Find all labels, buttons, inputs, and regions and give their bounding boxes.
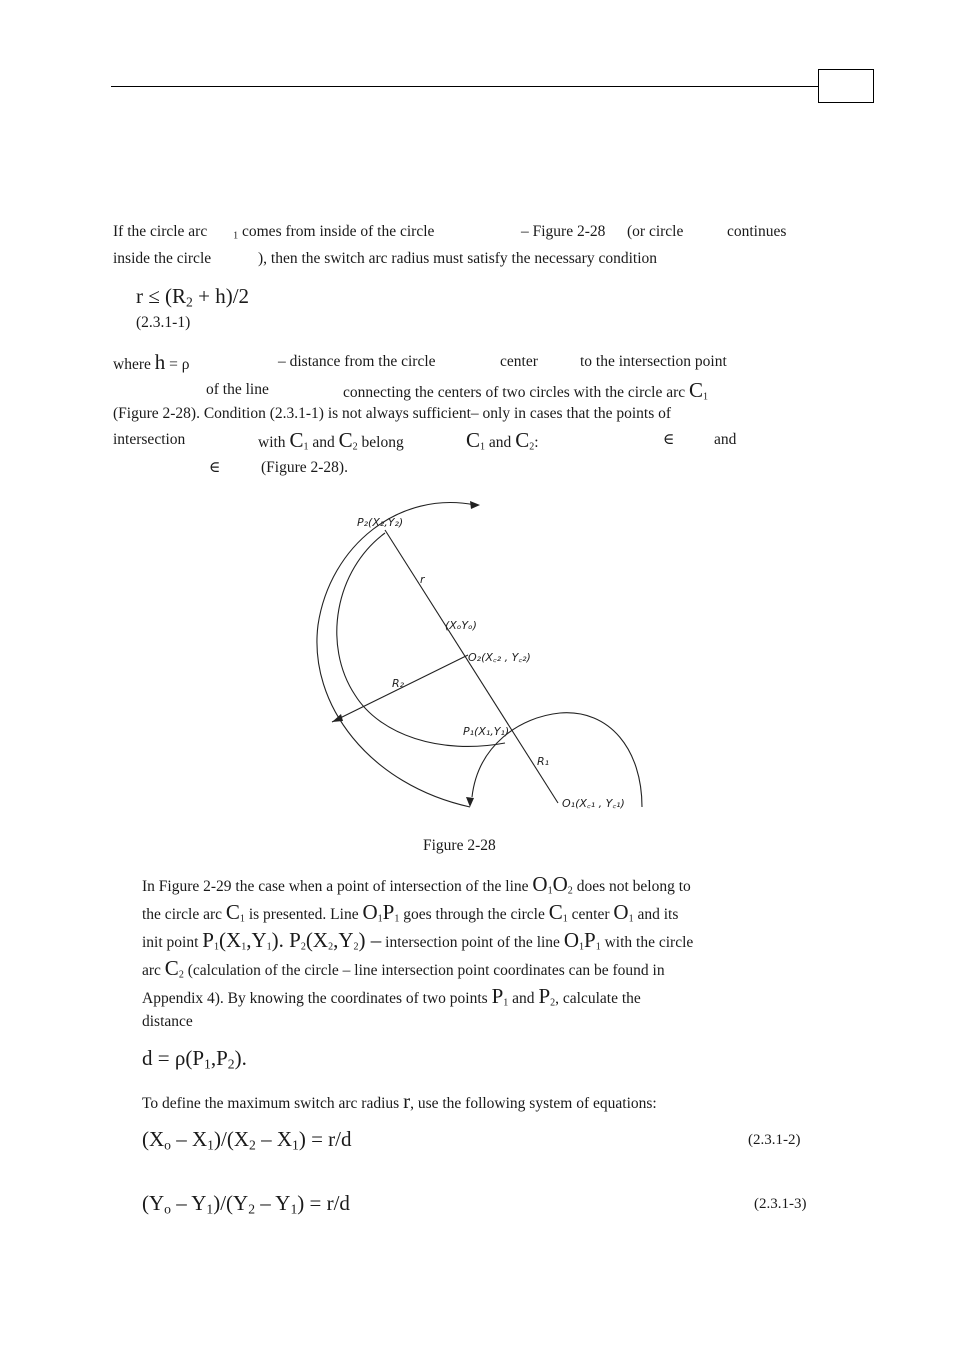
equation-2-3-1-3 bbox=[142, 1191, 350, 1216]
label-r1: R₁ bbox=[537, 755, 550, 768]
text: 1 bbox=[206, 1201, 214, 1217]
text: O bbox=[532, 872, 548, 896]
text: 1 bbox=[547, 885, 553, 897]
text: C bbox=[466, 428, 481, 452]
paragraph-3-line-2 bbox=[142, 902, 678, 925]
text: 2 bbox=[328, 941, 334, 953]
text: )/(X bbox=[214, 1127, 249, 1151]
label-o2: O₂(X꜀₂ , Y꜀₂) bbox=[468, 651, 531, 664]
text: belong bbox=[361, 434, 404, 451]
text: 1 bbox=[578, 941, 585, 953]
text: + h)/2 bbox=[192, 284, 250, 308]
text: (X bbox=[142, 1127, 165, 1151]
paragraph-2-line-2 bbox=[343, 380, 708, 403]
paragraph-3-line-5 bbox=[142, 986, 641, 1009]
text: To define the maximum switch arc radius bbox=[142, 1095, 400, 1112]
text: center bbox=[500, 353, 538, 370]
text: does not belong to bbox=[576, 878, 691, 895]
text: If the circle arc bbox=[113, 223, 208, 240]
equation-distance bbox=[142, 1046, 247, 1071]
text: , bbox=[555, 990, 560, 1007]
arrow-bottom bbox=[466, 797, 474, 807]
text: (or circle bbox=[627, 223, 684, 240]
text: 1 bbox=[266, 941, 272, 953]
text: C bbox=[689, 378, 704, 402]
text: O bbox=[552, 872, 568, 896]
text: 1 bbox=[241, 941, 247, 953]
element-of-symbol: ∈ bbox=[209, 459, 221, 476]
text: connecting the centers of two circles with the circle arc bbox=[343, 384, 686, 401]
label-r: r bbox=[420, 573, 425, 586]
text: ). bbox=[234, 1046, 247, 1070]
text bbox=[261, 458, 348, 478]
text: is presented. Line bbox=[248, 906, 359, 923]
text: the circle arc bbox=[142, 906, 223, 923]
paragraph-2-line-4 bbox=[258, 430, 404, 453]
text: 2 bbox=[353, 941, 359, 953]
text: to the intersection point bbox=[580, 353, 727, 370]
text: P bbox=[202, 928, 214, 952]
text: – X bbox=[171, 1127, 208, 1151]
text: (calculation of the circle – line intersection point coordinates can be found in bbox=[187, 962, 665, 979]
text: = ρ bbox=[169, 356, 190, 373]
equation-number: (2.3.1-2) bbox=[748, 1132, 801, 1148]
text: 1 bbox=[703, 391, 709, 403]
text: inside the circle bbox=[113, 250, 212, 267]
paragraph-2-line-3: (Figure 2-28). Condition (2.3.1-1) is not always sufficient– only in cases that the points of bbox=[113, 405, 672, 422]
text: with bbox=[258, 434, 286, 451]
text: 2 bbox=[227, 1056, 235, 1072]
figure-caption: Figure 2-28 bbox=[423, 837, 496, 854]
text: intersection point of the line bbox=[385, 934, 560, 951]
text: C bbox=[164, 956, 179, 980]
text: r ≤ (R bbox=[136, 284, 187, 308]
label-o1: O₁(X꜀₁ , Y꜀₁) bbox=[562, 797, 625, 810]
text: 1 bbox=[595, 941, 601, 953]
text: 1 bbox=[394, 913, 400, 925]
text: and bbox=[714, 431, 737, 448]
text: 2 bbox=[186, 294, 193, 310]
element-of-symbol: ∈ bbox=[663, 431, 675, 448]
text: ) = r/d bbox=[297, 1191, 350, 1215]
text: and bbox=[488, 434, 512, 451]
text bbox=[466, 430, 539, 453]
text: (X bbox=[305, 928, 329, 952]
text: C bbox=[225, 900, 240, 924]
label-p1: P₁(X₁,Y₁) bbox=[463, 725, 510, 738]
text: 2 bbox=[529, 441, 535, 453]
text: O bbox=[563, 928, 579, 952]
text: 1 bbox=[290, 1201, 298, 1217]
text: 1 bbox=[628, 913, 634, 925]
inner-arc bbox=[337, 533, 505, 746]
text: and its bbox=[637, 906, 679, 923]
text: 1 bbox=[207, 1137, 214, 1153]
text: and bbox=[312, 434, 335, 451]
text: ,P bbox=[210, 1046, 228, 1070]
text: ) – bbox=[358, 928, 382, 952]
label-p2: P₂(X₂,Y₂) bbox=[357, 516, 404, 529]
text: 1 bbox=[213, 941, 220, 953]
text: 2 bbox=[249, 1137, 256, 1153]
text: P bbox=[491, 984, 504, 1008]
text: 1 bbox=[292, 1137, 299, 1153]
text: : bbox=[534, 434, 539, 451]
text: goes through the circle bbox=[403, 906, 545, 923]
text: 2 bbox=[300, 941, 306, 953]
page-number-box bbox=[818, 69, 874, 103]
equation-2-3-1-2 bbox=[142, 1127, 352, 1152]
text: of the line bbox=[206, 381, 269, 398]
text: init point bbox=[142, 934, 199, 951]
text: 1 bbox=[480, 441, 486, 453]
label-r2: R₂ bbox=[392, 677, 405, 690]
text: – Y bbox=[255, 1191, 291, 1215]
text: (Figure 2-28) bbox=[261, 459, 345, 476]
text: center bbox=[571, 906, 610, 923]
text: d = ρ(P bbox=[142, 1046, 204, 1070]
text: and bbox=[512, 990, 535, 1007]
text: arc bbox=[142, 962, 161, 979]
text: o bbox=[164, 1201, 171, 1217]
text: 2 bbox=[550, 997, 556, 1009]
equation-number: (2.3.1-1) bbox=[136, 314, 191, 331]
text: 2 bbox=[178, 969, 184, 981]
paragraph-2-line-1 bbox=[113, 352, 189, 375]
text: C bbox=[338, 428, 353, 452]
text: 1 bbox=[377, 913, 383, 925]
paragraph-4 bbox=[142, 1091, 657, 1114]
paragraph-3-line-3 bbox=[142, 930, 693, 953]
figure-2-28-diagram bbox=[310, 495, 660, 815]
text: 2 bbox=[248, 1201, 256, 1217]
text: – Y bbox=[171, 1191, 207, 1215]
equation-number: (2.3.1-3) bbox=[754, 1196, 807, 1212]
text: In Figure 2-29 the case when a point of intersection of the line bbox=[142, 878, 529, 895]
text: C bbox=[515, 428, 530, 452]
text: – distance from the circle bbox=[278, 353, 436, 370]
text: 1 bbox=[204, 1056, 211, 1072]
paragraph-3-line-1 bbox=[142, 874, 691, 897]
text: comes from inside of the circle bbox=[242, 223, 435, 240]
text: ,Y bbox=[333, 928, 354, 952]
text: 1 bbox=[303, 441, 309, 453]
text: , use the following system of equations: bbox=[410, 1095, 657, 1112]
text: with the circle bbox=[604, 934, 694, 951]
text: 1 bbox=[233, 230, 239, 242]
text: 2 bbox=[567, 885, 573, 897]
text: P bbox=[584, 928, 596, 952]
text: )/(Y bbox=[213, 1191, 249, 1215]
text: 1 bbox=[503, 997, 509, 1009]
equation-2-3-1-1 bbox=[136, 284, 249, 309]
text: continues bbox=[727, 223, 787, 240]
paragraph-3-line-6: distance bbox=[142, 1013, 193, 1030]
text: ). P bbox=[271, 928, 301, 952]
paragraph-3-line-4 bbox=[142, 958, 665, 981]
text: ,Y bbox=[246, 928, 267, 952]
text: (X bbox=[219, 928, 242, 952]
text: 2 bbox=[352, 441, 358, 453]
text: O bbox=[613, 900, 629, 924]
text: o bbox=[164, 1137, 171, 1153]
text: C bbox=[548, 900, 563, 924]
text: (Y bbox=[142, 1191, 165, 1215]
text: 1 bbox=[239, 913, 245, 925]
text: O bbox=[362, 900, 378, 924]
line-p2-o1 bbox=[385, 530, 558, 803]
header-rule bbox=[111, 86, 819, 87]
text: ) = r/d bbox=[298, 1127, 352, 1151]
arrow-top bbox=[470, 501, 480, 509]
text: intersection bbox=[113, 431, 186, 448]
label-xo: (XₒYₒ) bbox=[445, 619, 477, 632]
text: ), then the switch arc radius must satisfy the necessary condition bbox=[258, 250, 658, 267]
text: calculate the bbox=[562, 990, 641, 1007]
text: r bbox=[403, 1089, 411, 1113]
text: . bbox=[344, 459, 348, 476]
text: P bbox=[538, 984, 551, 1008]
text: h bbox=[154, 350, 166, 374]
text: – Figure 2-28 bbox=[521, 223, 606, 240]
text: – X bbox=[255, 1127, 292, 1151]
text: where bbox=[113, 356, 151, 373]
text: P bbox=[382, 900, 395, 924]
text: C bbox=[289, 428, 304, 452]
text: 1 bbox=[562, 913, 568, 925]
text: Appendix 4). By knowing the coordinates of two points bbox=[142, 990, 488, 1007]
paragraph-1-line-1 bbox=[113, 222, 434, 242]
